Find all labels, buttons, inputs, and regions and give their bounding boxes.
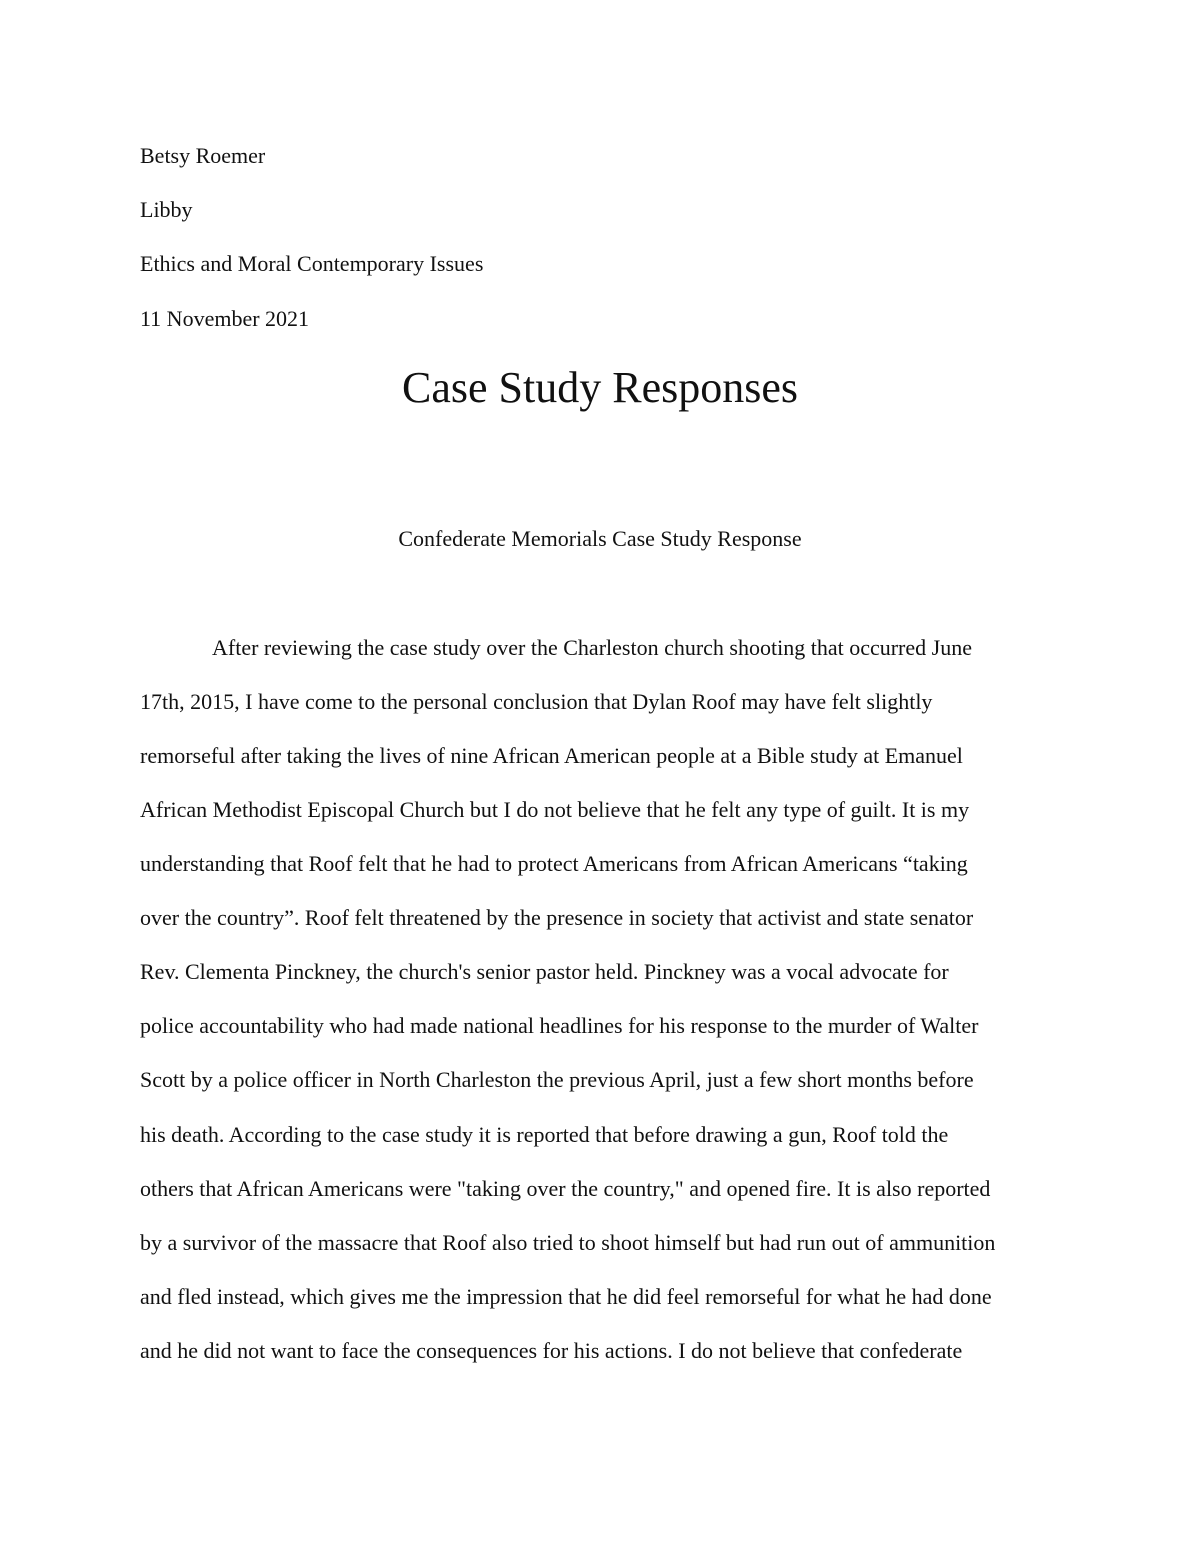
body-text-line: police accountability who had made national headlines for his response to the murder of Walter bbox=[140, 1013, 979, 1038]
instructor-name: Libby bbox=[140, 197, 193, 222]
body-text-line: Scott by a police officer in North Charleston the previous April, just a few short months before bbox=[140, 1067, 974, 1092]
document-title: Case Study Responses bbox=[402, 363, 798, 412]
body-text-line: remorseful after taking the lives of nine African American people at a Bible study at Emanuel bbox=[140, 743, 963, 768]
course-name: Ethics and Moral Contemporary Issues bbox=[140, 251, 484, 276]
body-text-line: African Methodist Episcopal Church but I do not believe that he felt any type of guilt. It is my bbox=[140, 797, 970, 822]
body-text-line: by a survivor of the massacre that Roof also tried to shoot himself but had run out of ammunition bbox=[140, 1230, 996, 1255]
body-text-line: understanding that Roof felt that he had to protect Americans from African Americans “taking bbox=[140, 851, 968, 876]
body-text-line: his death. According to the case study it is reported that before drawing a gun, Roof told the bbox=[140, 1122, 949, 1147]
section-title: Confederate Memorials Case Study Response bbox=[398, 526, 802, 551]
body-text-line: Rev. Clementa Pinckney, the church's senior pastor held. Pinckney was a vocal advocate for bbox=[140, 959, 949, 984]
body-text-line: and he did not want to face the consequences for his actions. I do not believe that confederate bbox=[140, 1338, 963, 1363]
author-name: Betsy Roemer bbox=[140, 143, 266, 168]
body-text-line: After reviewing the case study over the Charleston church shooting that occurred June bbox=[212, 635, 972, 660]
body-text-line: others that African Americans were "taking over the country," and opened fire. It is also reported bbox=[140, 1176, 991, 1201]
body-text-line: over the country”. Roof felt threatened by the presence in society that activist and state senator bbox=[140, 905, 974, 930]
body-text-line: and fled instead, which gives me the impression that he did feel remorseful for what he had done bbox=[140, 1284, 992, 1309]
document-date: 11 November 2021 bbox=[140, 306, 310, 331]
body-text-line: 17th, 2015, I have come to the personal conclusion that Dylan Roof may have felt slightly bbox=[140, 689, 933, 714]
